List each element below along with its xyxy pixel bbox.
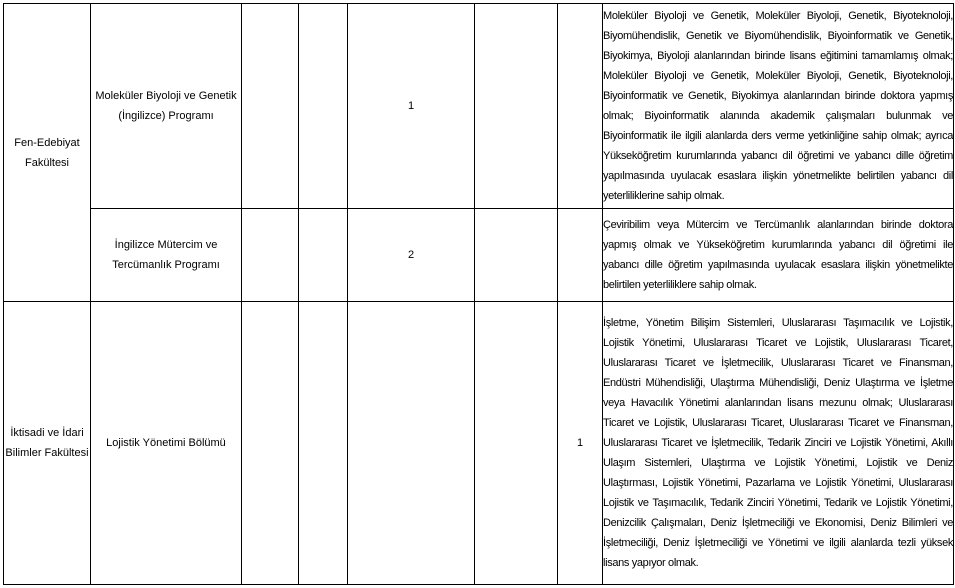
faculty-cell: Fen-Edebiyat Fakültesi — [4, 4, 91, 302]
table-row — [4, 302, 954, 585]
empty-cell — [348, 302, 475, 585]
requirements-cell: Çeviribilim veya Mütercim ve Tercümanlık alanlarından birinde doktora yapmış olmak ve Yükseköğretim kurumlarında yabancı dil öğretimi ile yabancı dille öğretim yapılmasında uyulacak esaslara ilişkin yönetmelikte belirtilen yeterliliklere sahip olmak. — [603, 209, 954, 302]
requirements-cell: Moleküler Biyoloji ve Genetik, Moleküler Biyoloji, Genetik, Biyoteknoloji, Biyomühendislik, Genetik ve Biyomühendislik, Biyoinformatik ve Genetik, Biyokimya, Biyoloji alanlarından birinde lisans eğitimini tamamlamış olmak; Moleküler Biyoloji ve Genetik, Moleküler Biyoloji, Genetik, Biyoteknoloji, Biyoinformatik ve Genetik, Biyokimya alanlarından birinde doktora yapmış olmak; Biyoinformatik alanında akademik çalışmaları bulunmak ve Biyoinformatik ile ilgili alanlarda ders verme yetkinliğine sahip olmak; ayrıca Yükseköğretim kurumlarında yabancı dil öğretimi ve yabancı dille öğretim yapılmasında uyulacak esaslara ilişkin yönetmelikte belirtilen yabancı dil yeterliliklerine sahip olmak. — [603, 4, 954, 209]
faculty-cell: İktisadi ve İdari Bilimler Fakültesi — [4, 302, 91, 585]
empty-cell — [475, 209, 558, 302]
positions-table — [3, 3, 954, 585]
table-row — [4, 4, 954, 209]
empty-cell — [475, 302, 558, 585]
empty-cell — [242, 302, 299, 585]
empty-cell — [242, 4, 299, 209]
empty-cell — [299, 209, 348, 302]
empty-cell — [242, 209, 299, 302]
program-cell: Lojistik Yönetimi Bölümü — [91, 302, 242, 585]
program-cell: İngilizce Mütercim ve Tercümanlık Programı — [91, 209, 242, 302]
requirements-cell: İşletme, Yönetim Bilişim Sistemleri, Uluslararası Taşımacılık ve Lojistik, Lojistik Yönetimi, Uluslararası Ticaret ve Lojistik, Uluslararası Ticaret, Uluslararası Ticaret ve İşletmecilik, Uluslararası Ticaret ve Finansman, Endüstri Mühendisliği, Ulaştırma Mühendisliği, Deniz Ulaştırma ve İşletme veya Havacılık Yönetimi alanlarından lisans mezunu olmak; Uluslararası Ticaret ve Lojistik, Uluslararası Ticaret, Uluslararası Ticaret ve Finansman, Uluslararası Ticaret ve İşletmecilik, Tedarik Zinciri ve Lojistik Yönetimi, Akıllı Ulaşım Sistemleri, Ulaştırma ve Lojistik Yönetimi, Lojistik ve Deniz Ulaştırması, Lojistik Yönetimi, Pazarlama ve Lojistik Yönetimi, Uluslararası Lojistik ve Taşımacılık, Tedarik Zinciri Yönetimi, Tedarik ve Lojistik Yönetimi, Denizcilik Çalışmaları, Deniz İşletmeciliği ve Ekonomisi, Deniz Bilimleri ve İşletmeciliği, Deniz İşletmeciliği ve Yönetimi ve ilgili alanlarda tezli yüksek lisans yapıyor olmak. — [603, 302, 954, 585]
position-count-cell: 1 — [558, 302, 603, 585]
empty-cell — [558, 209, 603, 302]
program-cell: Moleküler Biyoloji ve Genetik (İngilizce) Programı — [91, 4, 242, 209]
empty-cell — [558, 4, 603, 209]
empty-cell — [475, 4, 558, 209]
empty-cell — [299, 4, 348, 209]
position-count-cell: 1 — [348, 4, 475, 209]
position-count-cell: 2 — [348, 209, 475, 302]
empty-cell — [299, 302, 348, 585]
table-row — [4, 209, 954, 302]
